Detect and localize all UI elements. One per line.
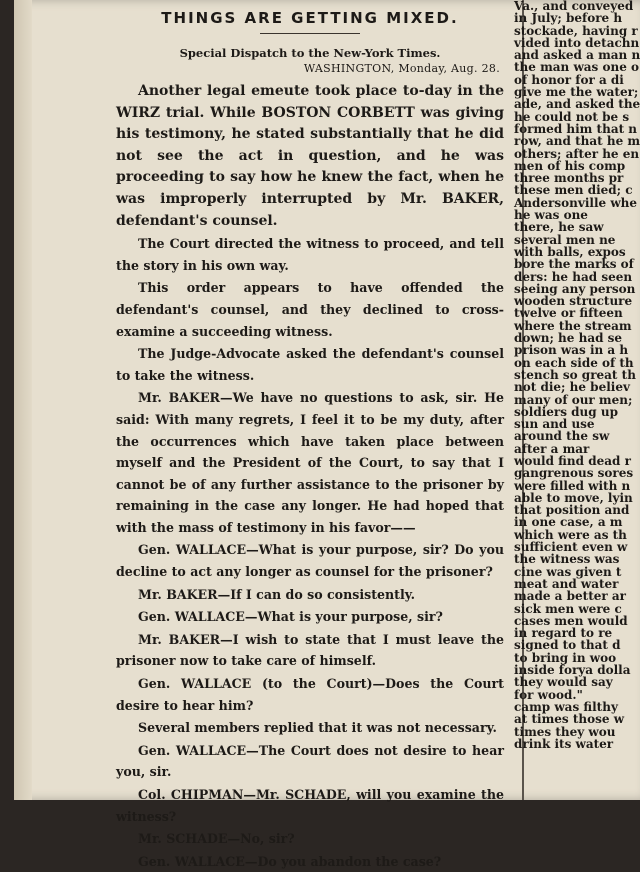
- column-line: men of his comp: [514, 158, 626, 173]
- column-line: twelve or fifteen: [514, 306, 623, 321]
- column-line: soldiers dug up: [514, 404, 618, 419]
- column-line: Andersonville whe: [514, 195, 638, 210]
- article-paragraph: Mr. SCHADE—No, sir?: [138, 831, 295, 847]
- column-line: stench so great th: [514, 367, 636, 382]
- column-line: signed to that d: [514, 638, 621, 653]
- column-line: not die; he believ: [514, 380, 630, 395]
- column-line: with balls, expos: [514, 244, 626, 259]
- column-line: where the stream: [514, 318, 632, 333]
- column-line: several men ne: [514, 232, 616, 247]
- column-line: meat and water: [514, 576, 619, 591]
- column-line: wooden structure: [514, 294, 633, 309]
- column-line: others; after he en: [514, 146, 640, 161]
- column-line: many of our men;: [514, 392, 633, 407]
- column-line: to bring in woo: [514, 650, 617, 665]
- column-line: times they wou: [514, 724, 616, 739]
- column-line: he could not be s: [514, 109, 630, 124]
- column-line: drink its water: [514, 736, 614, 751]
- column-line: sick men were c: [514, 601, 622, 616]
- article-paragraph: The Judge-Advocate asked the defendant's counsel to take the witness.: [116, 346, 504, 383]
- article-paragraph: Gen. WALLACE—The Court does not desire to hear you, sir.: [116, 742, 504, 780]
- article-paragraph: Mr. BAKER—We have no questions to ask, sir. He said: With many regrets, I feel it to be my duty, after the occurrences which have taken place between myself and the President of the Court, to say that I cannot be of any further assistance to the prisoner by remaining in the case any longer. He had hoped that with the mass of testimony in his favor——: [116, 390, 504, 535]
- column-line: the witness was: [514, 552, 620, 567]
- column-line: he was one: [514, 208, 588, 223]
- column-line: vided into detachn: [514, 35, 640, 50]
- column-line: camp was filthy: [514, 699, 618, 714]
- adjacent-column: [514, 0, 640, 800]
- column-line: ders: he had seen: [514, 269, 633, 284]
- headline-rule: [260, 33, 360, 34]
- article-paragraph: Col. CHIPMAN—Mr. SCHADE, will you examine the witness?: [116, 787, 504, 824]
- dateline: WASHINGTON, Monday, Aug. 28.: [303, 62, 500, 75]
- column-line: on each side of th: [514, 355, 634, 370]
- column-line: in July; before h: [514, 11, 623, 26]
- column-line: able to move, lyin: [514, 490, 633, 505]
- article-column: [116, 6, 504, 869]
- column-line: would find dead r: [514, 453, 631, 468]
- article-paragraph: Another legal emeute took place to-day in the WIRZ trial. While BOSTON CORBETT was giving his testimony, he stated substantially that he did not see the act in question, and he was proceeding to say how he knew the fact, when he was improperly interrupted by Mr. BAKER, defendant's counsel.: [116, 83, 504, 229]
- column-line: bore the marks of: [514, 257, 634, 272]
- column-line: in one case, a m: [514, 515, 623, 530]
- column-line: gangrenous sores: [514, 466, 634, 481]
- article-paragraph: Mr. BAKER—I wish to state that I must leave the prisoner now to take care of himself.: [116, 631, 504, 669]
- column-line: Va., and conveyed: [514, 0, 634, 13]
- column-line: seeing any person: [514, 281, 636, 296]
- column-line: row, and that he m: [514, 134, 640, 149]
- column-line: inside forya dolla: [514, 663, 631, 678]
- column-line: that position and: [514, 503, 630, 518]
- column-line: these men died; c: [514, 183, 633, 198]
- column-line: they would say: [514, 675, 613, 690]
- column-line: were filled with n: [514, 478, 631, 493]
- column-line: in regard to re: [514, 626, 613, 641]
- column-line: prison was in a h: [514, 343, 629, 358]
- article-paragraph: The Court directed the witness to proceed, and tell the story in his own way.: [116, 236, 504, 273]
- column-line: after a mar: [514, 441, 590, 456]
- column-line: sun and use: [514, 417, 595, 432]
- column-line: down; he had se: [514, 331, 623, 346]
- column-line: for wood.": [514, 687, 583, 702]
- column-line: sufficient even w: [514, 540, 628, 555]
- article-paragraph: Several members replied that it was not necessary.: [138, 720, 497, 736]
- article-paragraph: Mr. BAKER—If I can do so consistently.: [138, 586, 416, 602]
- column-line: cases men would: [514, 613, 628, 628]
- column-line: and asked a man n: [514, 48, 640, 63]
- column-line: the man was one o: [514, 60, 640, 75]
- column-line: formed him that n: [514, 121, 638, 136]
- dispatch-line: Special Dispatch to the New-York Times.: [179, 46, 441, 60]
- column-line: of honor for a di: [514, 72, 624, 87]
- article-paragraph: This order appears to have offended the defendant's counsel, and they declined to cross-examine a succeeding witness.: [116, 280, 504, 339]
- article-paragraph: Gen. WALLACE (to the Court)—Does the Court desire to hear him?: [116, 676, 504, 713]
- column-line: made a better ar: [514, 589, 626, 604]
- column-line: cine was given t: [514, 564, 622, 579]
- column-line: there, he saw: [514, 220, 604, 235]
- article-headline: THINGS ARE GETTING MIXED.: [161, 9, 459, 27]
- column-line: stockade, having r: [514, 23, 638, 38]
- column-line: at times those w: [514, 712, 625, 727]
- article-paragraph: Gen. WALLACE—Do you abandon the case?: [138, 853, 442, 869]
- torn-paper-edge: [14, 0, 32, 800]
- article-paragraph: Gen. WALLACE—What is your purpose, sir?: [138, 609, 443, 625]
- column-line: three months pr: [514, 171, 624, 186]
- column-line: give me the water;: [514, 85, 639, 100]
- column-line: which were as th: [514, 527, 627, 542]
- column-line: ade, and asked the: [514, 97, 640, 112]
- article-paragraph: Gen. WALLACE—What is your purpose, sir? Do you decline to act any longer as counsel for the prisoner?: [116, 542, 504, 580]
- column-line: around the sw: [514, 429, 610, 444]
